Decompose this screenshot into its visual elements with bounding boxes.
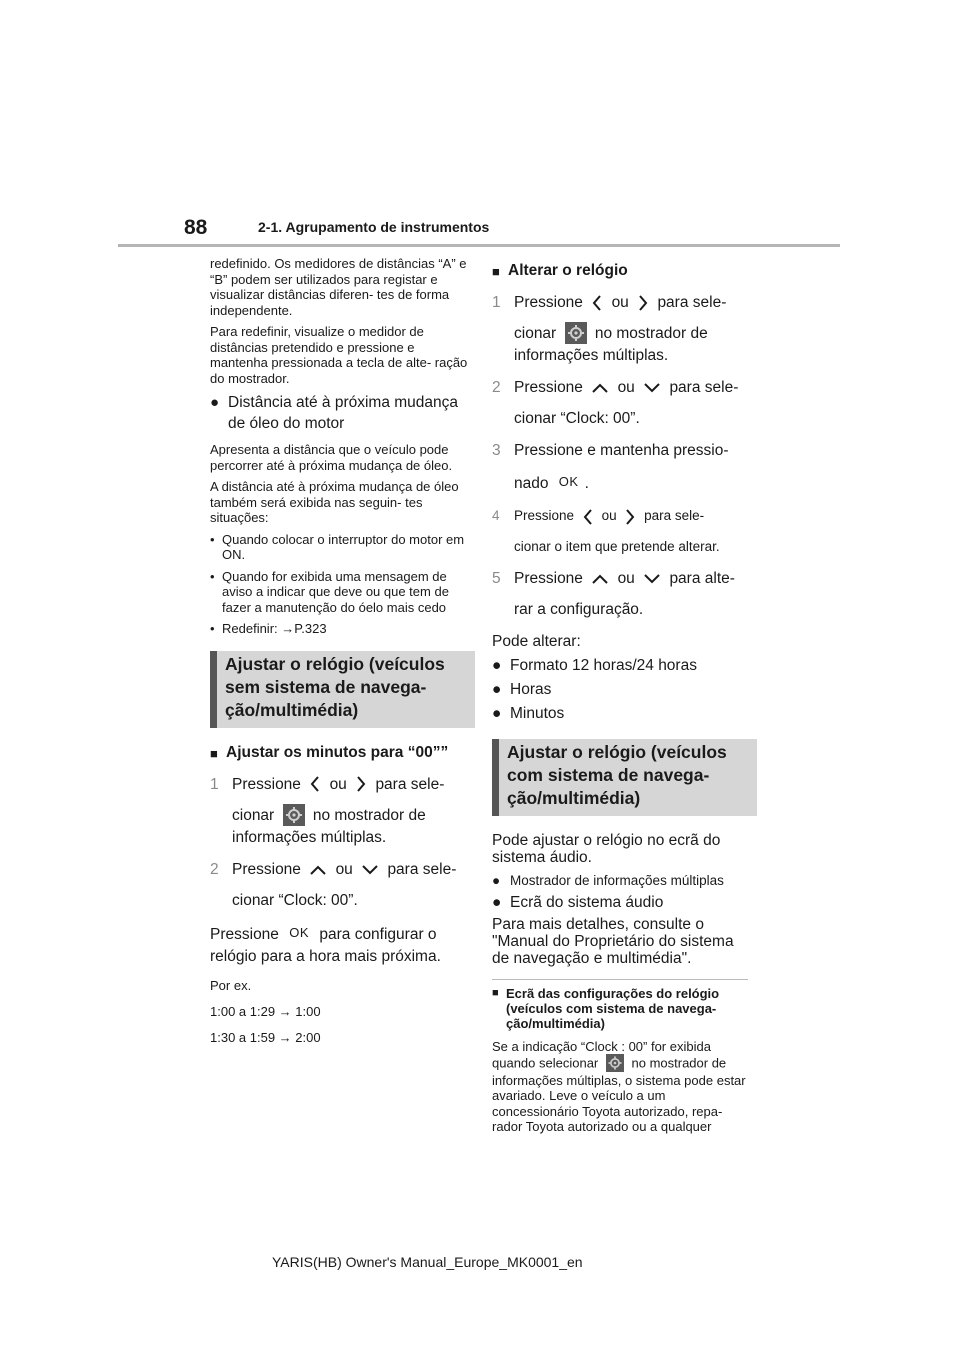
right-column xyxy=(492,256,754,1141)
step-3: 3 Pressione e mantenha pressio- nado OK . xyxy=(492,442,729,493)
ok-button-icon: OK xyxy=(289,924,310,940)
example-2: 1:30 a 1:59 → 2:00 xyxy=(210,1029,321,1045)
settings-gear-icon xyxy=(606,1054,624,1072)
oil-situations-list xyxy=(210,532,472,637)
section-box-with-nav: Ajustar o relógio (veículos com sistema de navega- ção/multimédia) xyxy=(492,739,757,816)
chevron-left-icon xyxy=(309,775,321,793)
list-item: ● Formato 12 horas/24 horas xyxy=(492,657,697,675)
intro-paragraph-1: redefinido. Os medidores de distâncias “A” e “B” podem ser utilizados para registar e visualizar distâncias diferen- tes de forma independente. xyxy=(210,256,467,318)
list-item: ● Minutos xyxy=(492,705,565,723)
step-1: 1 Pressione ou para sele- cionar no mostrador de informações múltiplas. xyxy=(210,775,445,846)
settings-gear-icon xyxy=(283,804,305,826)
chevron-right-icon xyxy=(355,775,367,793)
chevron-down-icon xyxy=(643,573,661,585)
section-heading-change-clock: ■ Alterar o relógio xyxy=(492,262,628,279)
page-number: 88 xyxy=(184,216,208,239)
nav-paragraph-1: Pode ajustar o relógio no ecrã do sistema áudio. xyxy=(492,832,721,867)
chevron-right-icon xyxy=(624,508,636,526)
bullet-icon: ● xyxy=(210,394,220,411)
step-4: 4 Pressione ou para sele- cionar o item que pretende alterar. xyxy=(492,508,720,555)
screen-settings-heading: ■ Ecrã das configurações do relógio (veículos com sistema de navega- ção/multimédia) xyxy=(492,986,720,1032)
intro-paragraph-2: Para redefinir, visualize o medidor de distâncias pretendido e pressione e mantenha pressionada a tecla de alte- ração do mostrador. xyxy=(210,324,468,386)
chevron-left-icon xyxy=(591,294,603,312)
example-1: 1:00 a 1:29 → 1:00 xyxy=(210,1003,321,1019)
list-item: • Quando for exibida uma mensagem de aviso a indicar que deve ou que tem de fazer a manutenção do óelo mais cedo xyxy=(210,568,449,615)
step-5: 5 Pressione ou para alte- rar a configuração. xyxy=(492,570,735,619)
settings-gear-icon xyxy=(565,322,587,344)
screen-paragraph: Se a indicação “Clock : 00” for exibida quando selecionar no mostrador de informações múltiplas, o sistema pode estar avariado. Leve o veículo a um concessionário Toyota autorizado, repa- rador Toyota autorizado ou a qualquer xyxy=(492,1039,746,1135)
square-bullet-icon: ■ xyxy=(210,745,218,761)
step-2: 2 Pressione ou para sele- cionar “Clock: 00”. xyxy=(210,860,457,909)
chevron-down-icon xyxy=(643,382,661,394)
list-item: • Quando colocar o interruptor do motor em ON. xyxy=(210,531,465,562)
square-bullet-icon: ■ xyxy=(492,987,499,1000)
step-1: 1 Pressione ou para sele- cionar no mostrador de informações múltiplas. xyxy=(492,294,727,365)
oil-paragraph-1: Apresenta a distância que o veículo pode percorrer até à próxima mudança de óleo. xyxy=(210,442,453,473)
ok-button-icon: OK xyxy=(558,474,579,490)
nav-paragraph-2: Para mais detalhes, consulte o "Manual do Proprietário do sistema de navegação e multimédia". xyxy=(492,916,734,968)
example-label: Por ex. xyxy=(210,977,252,993)
chevron-up-icon xyxy=(591,573,609,585)
chapter-title: 2-1. Agrupamento de instrumentos xyxy=(258,219,490,235)
chevron-up-icon xyxy=(309,864,327,876)
step-2: 2 Pressione ou para sele- cionar “Clock: 00”. xyxy=(492,379,739,428)
list-item: • Redefinir: →P.323 xyxy=(210,621,327,636)
list-item: ● Ecrã do sistema áudio xyxy=(492,894,664,912)
footer-text: YARIS(HB) Owner's Manual_Europe_MK0001_en xyxy=(272,1254,583,1270)
left-column xyxy=(210,256,472,1056)
oil-paragraph-2: A distância até à próxima mudança de óleo também será exibida nas seguin- tes situações: xyxy=(210,479,459,525)
square-bullet-icon: ■ xyxy=(492,264,500,279)
list-item: ● Horas xyxy=(492,681,552,699)
section-heading-minutes: ■ Ajustar os minutos para “00”” xyxy=(210,743,449,761)
section-box-no-nav: Ajustar o relógio (veículos sem sistema de navega- ção/multimédia) xyxy=(210,651,475,728)
header-rule xyxy=(118,244,840,247)
press-ok-line: Pressione OK para configurar o relógio para a hora mais próxima. xyxy=(210,922,472,968)
list-item: ● Mostrador de informações múltiplas xyxy=(492,873,724,889)
chevron-down-icon xyxy=(361,864,379,876)
chevron-right-icon xyxy=(637,294,649,312)
separator xyxy=(492,979,748,980)
chevron-left-icon xyxy=(582,508,594,526)
can-change-label: Pode alterar: xyxy=(492,633,581,651)
oil-change-title: Distância até à próxima mudança de óleo do motor xyxy=(228,394,459,432)
oil-change-heading xyxy=(210,392,472,434)
chevron-up-icon xyxy=(591,382,609,394)
